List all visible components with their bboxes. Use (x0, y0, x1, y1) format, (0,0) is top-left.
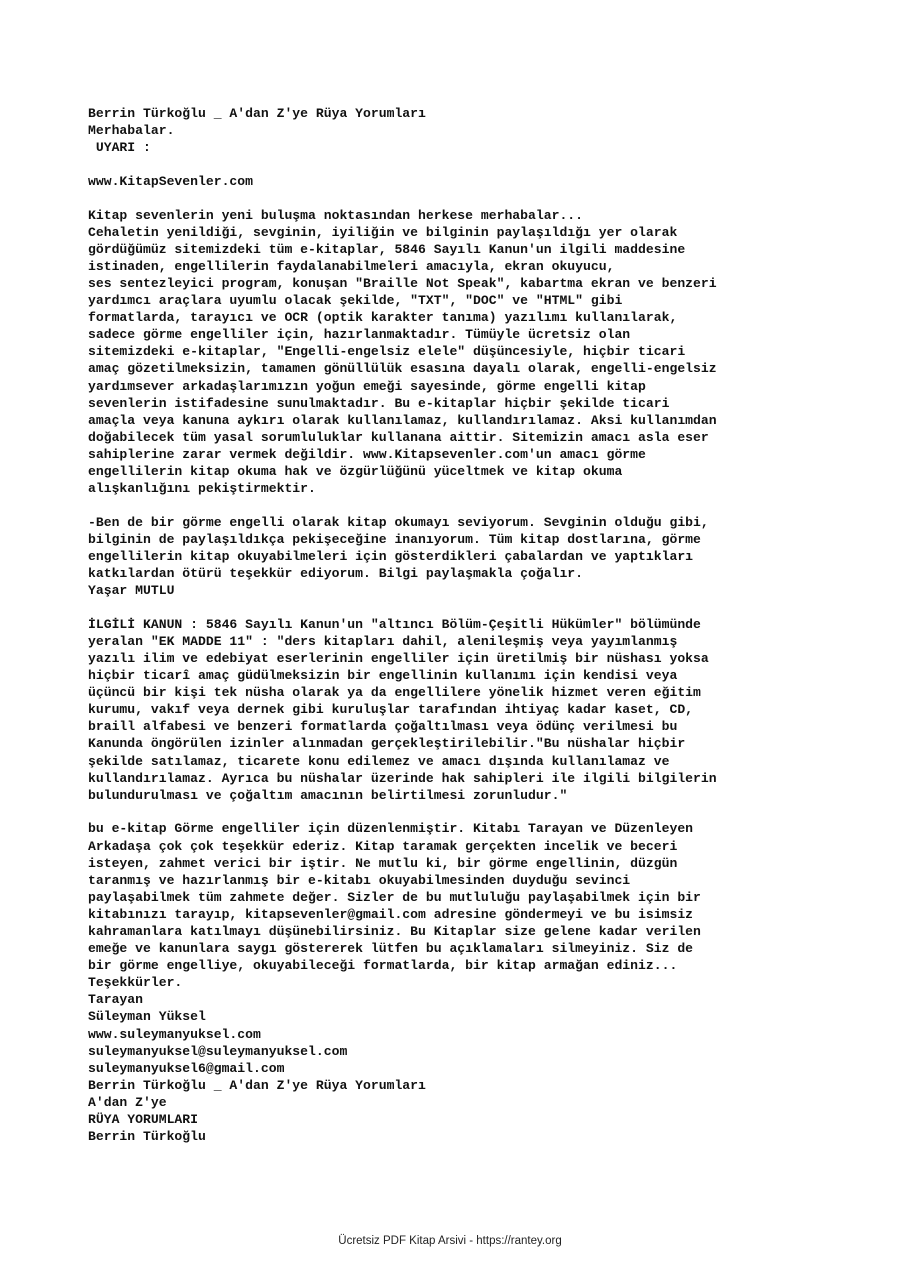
greeting-line: Merhabalar. (88, 123, 175, 139)
text-line: yardımsever arkadaşlarımızın yoğun emeği sayesinde, görme engelli kitap (88, 378, 646, 394)
text-line: şekilde satılamaz, ticarete konu edilemez ve amacı dışında kullanılamaz ve (88, 753, 670, 769)
text-line: taranmış ve hazırlanmış bir e-kitabı okuyabilmesinden duyduğu sevinci (88, 872, 631, 888)
text-line: Süleyman Yüksel (88, 1009, 206, 1025)
text-line: Yaşar MUTLU (88, 583, 175, 599)
warning-heading: UYARI : (88, 140, 151, 156)
text-line: A'dan Z'ye (88, 1094, 167, 1110)
text-line: istinaden, engellilerin faydalanabilmeleri amacıyla, ekran okuyucu, (88, 258, 615, 274)
text-line: kitabınızı tarayıp, kitapsevenler@gmail.com adresine göndermeyi ve bu isimsiz (88, 906, 694, 922)
text-line: yazılı ilim ve edebiyat eserlerinin engelliler için üretilmiş bir nüshası yoksa (88, 651, 709, 666)
page-footer: Ücretsiz PDF Kitap Arsivi - https://rantey.org (338, 1235, 562, 1247)
text-line: amaç gözetilmeksizin, tamamen gönüllülük esasına dayalı olarak, engelli-engelsiz (88, 361, 717, 377)
text-line: amaçla veya kanuna aykırı olarak kullanılamaz, kullandırılamaz. Aksi kullanımdan (88, 412, 717, 428)
text-line: engellilerin kitap okuma hak ve özgürlüğünü yüceltmek ve kitap okuma (88, 463, 623, 479)
text-line: Kitap sevenlerin yeni buluşma noktasından herkese merhabalar... (88, 207, 584, 223)
text-line: Teşekkürler. (88, 975, 183, 991)
text-line: ses sentezleyici program, konuşan "Braille Not Speak", kabartma ekran ve benzeri (88, 275, 717, 291)
text-line: Arkadaşa çok çok teşekkür ederiz. Kitap taramak gerçekten incelik ve beceri (88, 838, 678, 854)
document-page (88, 105, 828, 1162)
text-line: bu e-kitap Görme engelliler için düzenlenmiştir. Kitabı Tarayan ve Düzenleyen (88, 821, 694, 837)
document-title: Berrin Türkoğlu _ A'dan Z'ye Rüya Yorumları (88, 106, 426, 121)
text-line: Berrin Türkoğlu (88, 1129, 206, 1145)
text-line: isteyen, zahmet verici bir iştir. Ne mutlu ki, bir görme engellinin, düzgün (88, 855, 678, 871)
text-line: bulundurulması ve çoğaltım amacının belirtilmesi zorunludur." (88, 787, 568, 803)
text-line: sitemizdeki e-kitaplar, "Engelli-engelsiz elele" düşüncesiyle, hiçbir ticari (88, 344, 686, 360)
text-line: sahiplerine zarar vermek değildir. www.Kitapsevenler.com'un amacı görme (88, 446, 646, 462)
text-line: hiçbir ticarî amaç güdülmeksizin bir engellinin kullanımı için kendisi veya (88, 668, 678, 684)
text-line: sevenlerin istifadesine sunulmaktadır. Bu e-kitaplar hiçbir şekilde ticari (88, 395, 670, 411)
text-line: suleymanyuksel6@gmail.com (88, 1060, 285, 1076)
text-line: üçüncü bir kişi tek nüsha olarak ya da engellilere yönelik hizmet veren eğitim (88, 685, 701, 701)
text-line: doğabilecek tüm yasal sorumluluklar kullanana aittir. Sitemizin amacı asla eser (88, 429, 709, 445)
text-line: yeralan "EK MADDE 11" : "ders kitapları dahil, alenileşmiş veya yayımlanmış (88, 633, 678, 649)
text-line: Cehaletin yenildiği, sevginin, iyiliğin ve bilginin paylaşıldığı yer olarak (88, 224, 678, 240)
site-block (88, 173, 828, 190)
text-line: yardımcı araçlara uyumlu olacak şekilde, "TXT", "DOC" ve "HTML" gibi (88, 293, 623, 309)
text-line: kullandırılamaz. Ayrıca bu nüshalar üzerinde hak sahipleri ile ilgili bilgilerin (88, 770, 717, 786)
text-line: kahramanlara katılmayı düşünebilirsiniz. Bu Kitaplar size gelene kadar verilen (88, 924, 701, 939)
text-line: Tarayan (88, 992, 144, 1008)
text-line: engellilerin kitap okuyabilmeleri için gösterdikleri çabalardan ve yaptıkları (88, 548, 694, 564)
paragraph-intro (88, 207, 828, 498)
text-line: katkılardan ötürü teşekkür ediyorum. Bilgi paylaşmakla çoğalır. (88, 566, 584, 582)
text-line: İLGİLİ KANUN : 5846 Sayılı Kanun'un "altıncı Bölüm-Çeşitli Hükümler" bölümünde (88, 616, 701, 632)
text-line: suleymanyuksel@suleymanyuksel.com (88, 1043, 348, 1059)
text-line: alışkanlığını pekiştirmektir. (88, 481, 316, 497)
text-line: paylaşabilmek tüm zahmete değer. Sizler de bu mutluluğu paylaşabilmek için bir (88, 889, 701, 905)
site-url: www.KitapSevenler.com (88, 173, 254, 189)
text-line: sadece görme engelliler için, hazırlanmaktadır. Tümüyle ücretsiz olan (88, 327, 631, 343)
text-line: bilginin de paylaşıldıkça pekişeceğine inanıyorum. Tüm kitap dostlarına, görme (88, 531, 701, 547)
text-line: Berrin Türkoğlu _ A'dan Z'ye Rüya Yorumları (88, 1077, 426, 1093)
paragraph-law (88, 616, 828, 804)
text-line: -Ben de bir görme engelli olarak kitap okumayı seviyorum. Sevginin olduğu gibi, (88, 514, 709, 530)
text-line: braill alfabesi ve benzeri formatlarda çoğaltılması veya ödünç verilmesi bu (88, 719, 678, 735)
text-line: bir görme engelliye, okuyabileceği formatlarda, bir kitap armağan ediniz... (88, 958, 678, 974)
paragraph-author-note (88, 514, 828, 599)
paragraph-scanner-note (88, 820, 828, 1145)
text-line: emeğe ve kanunlara saygı göstererek lütfen bu açıklamaları silmeyiniz. Siz de (88, 941, 694, 957)
text-line: www.suleymanyuksel.com (88, 1026, 261, 1042)
text-line: Kanunda öngörülen izinler alınmadan gerçekleştirilebilir."Bu nüshalar hiçbir (88, 736, 686, 752)
header-block (88, 105, 828, 156)
text-line: formatlarda, tarayıcı ve OCR (optik karakter tanıma) yazılımı kullanılarak, (88, 310, 678, 326)
text-line: gördüğümüz sitemizdeki tüm e-kitaplar, 5846 Sayılı Kanun'un ilgili maddesine (88, 241, 686, 257)
text-line: RÜYA YORUMLARI (88, 1112, 199, 1128)
text-line: kurumu, vakıf veya dernek gibi kuruluşlar tarafından ihtiyaç kadar kaset, CD, (88, 702, 694, 718)
